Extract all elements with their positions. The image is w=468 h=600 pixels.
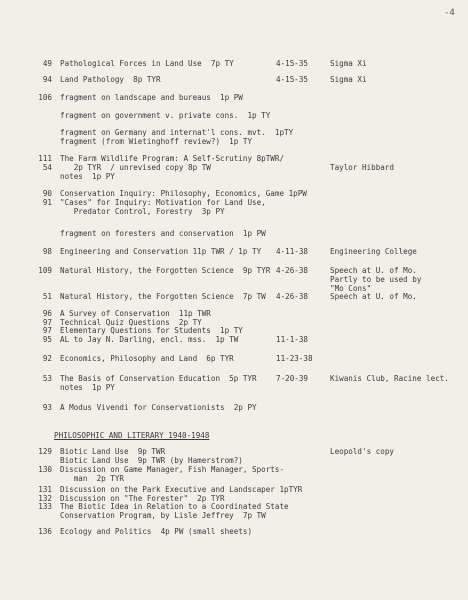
entry-title: Biotic Land Use 9p TWR (by Hamerstrom?) bbox=[60, 456, 243, 465]
entry-title: Engineering and Conservation 11p TWR / 1p TY bbox=[60, 247, 262, 256]
entry-title: The Biotic Idea in Relation to a Coordinated State bbox=[60, 502, 289, 511]
entry-number: 93 bbox=[42, 403, 52, 412]
page-number: -4 bbox=[444, 8, 455, 18]
entry-number: 51 bbox=[42, 292, 52, 301]
entry-date: 11-23-38 bbox=[276, 354, 313, 363]
entry-date: 4-15-35 bbox=[276, 59, 309, 68]
entry-title: Elementary Questions for Students 1p TY bbox=[60, 326, 243, 335]
entry-title: fragment on foresters and conservation 1p PW bbox=[60, 229, 266, 238]
entry-date: 4-26-38 bbox=[276, 292, 309, 301]
entry-number: 90 bbox=[42, 189, 52, 198]
entry-number: 53 bbox=[42, 374, 52, 383]
entry-title: fragment (from Wietinghoff review?) 1p TY bbox=[60, 137, 253, 146]
entry-note: Speech at U. of Mo. bbox=[330, 266, 417, 275]
entry-number: 97 bbox=[42, 318, 52, 327]
entry-note: Kiwanis Club, Racine lect. bbox=[330, 374, 449, 383]
entry-title: "Cases" for Inquiry: Motivation for Land Use, bbox=[60, 198, 266, 207]
entry-number: 96 bbox=[42, 309, 52, 318]
entry-title: Predator Control, Forestry 3p PY bbox=[60, 207, 225, 216]
entry-date: 11-1-38 bbox=[276, 335, 309, 344]
entry-note: Engineering College bbox=[330, 247, 417, 256]
entry-title: Discussion on "The Forester" 2p TYR bbox=[60, 494, 225, 503]
entry-number: 130 bbox=[38, 465, 52, 474]
entry-title: Conservation Inquiry: Philosophy, Economics, Game 1pPW bbox=[60, 189, 307, 198]
entry-number: 92 bbox=[42, 354, 52, 363]
entry-number: 91 bbox=[42, 198, 52, 207]
section-heading: PHILOSOPHIC AND LITERARY 1940-1948 bbox=[54, 431, 210, 440]
entry-title: Ecology and Politics 4p PW (small sheets) bbox=[60, 527, 253, 536]
entry-title: Biotic Land Use 9p TWR bbox=[60, 447, 166, 456]
entry-number: 133 bbox=[38, 502, 52, 511]
entry-number: 136 bbox=[38, 527, 52, 536]
entry-title: man 2p TYR bbox=[60, 474, 125, 483]
entry-date: 4-15-35 bbox=[276, 75, 309, 84]
entry-title: A Survey of Conservation 11p TWR bbox=[60, 309, 211, 318]
entry-title: fragment on government v. private cons. 1p TY bbox=[60, 111, 271, 120]
entry-title: Land Pathology 8p TYR bbox=[60, 75, 161, 84]
entry-number: 98 bbox=[42, 247, 52, 256]
entry-number: 94 bbox=[42, 75, 52, 84]
entry-title: Natural History, the Forgotten Science 9p TYR bbox=[60, 266, 271, 275]
entry-title: Pathological Forces in Land Use 7p TY bbox=[60, 59, 234, 68]
entry-title: Natural History, the Forgotten Science 7p TW bbox=[60, 292, 266, 301]
entry-number: 109 bbox=[38, 266, 52, 275]
entry-title: Discussion on Game Manager, Fish Manager, Sports- bbox=[60, 465, 285, 474]
entry-title: Conservation Program, by Lisle Jeffrey 7p TW bbox=[60, 511, 266, 520]
entry-number: 54 bbox=[42, 163, 52, 172]
entry-number: 95 bbox=[42, 335, 52, 344]
entry-title: fragment on landscape and bureaus 1p PW bbox=[60, 93, 243, 102]
entry-note: Speech at U. of Mo. bbox=[330, 292, 417, 301]
entry-title: notes 1p PY bbox=[60, 172, 115, 181]
entry-note: "Mo Cons" bbox=[330, 284, 372, 293]
entry-date: 4-26-38 bbox=[276, 266, 309, 275]
entry-title: The Basis of Conservation Education 5p TYR bbox=[60, 374, 257, 383]
entry-title: A Modus Vivendi for Conservationists 2p PY bbox=[60, 403, 257, 412]
entry-title: 2p TYR / unrevised copy 8p TW bbox=[60, 163, 211, 172]
entry-number: 132 bbox=[38, 494, 52, 503]
entry-title: Economics, Philosophy and Land 6p TYR bbox=[60, 354, 234, 363]
entry-number: 106 bbox=[38, 93, 52, 102]
entry-title: The Farm Wildlife Program: A Self-Scrutiny 8pTWR/ bbox=[60, 154, 285, 163]
entry-note: Leopold's copy bbox=[330, 447, 395, 456]
entry-number: 131 bbox=[38, 485, 52, 494]
entry-note: Partly to be used by bbox=[330, 275, 422, 284]
entry-note: Sigma Xi bbox=[330, 59, 367, 68]
entry-number: 49 bbox=[42, 59, 52, 68]
entry-note: Sigma Xi bbox=[330, 75, 367, 84]
entry-date: 4-11-38 bbox=[276, 247, 309, 256]
entry-title: AL to Jay N. Darling, encl. mss. 1p TW bbox=[60, 335, 239, 344]
entry-title: Technical Quiz Questions 2p TY bbox=[60, 318, 202, 327]
entry-note: Taylor Hibbard bbox=[330, 163, 395, 172]
entry-title: fragment on Germany and internat'l cons. mvt. 1pTY bbox=[60, 128, 294, 137]
entry-title: notes 1p PY bbox=[60, 383, 115, 392]
entry-date: 7-20-39 bbox=[276, 374, 309, 383]
entry-number: 111 bbox=[38, 154, 52, 163]
entry-title: Discussion on the Park Executive and Landscaper 1pTYR bbox=[60, 485, 303, 494]
entry-number: 129 bbox=[38, 447, 52, 456]
entry-number: 97 bbox=[42, 326, 52, 335]
